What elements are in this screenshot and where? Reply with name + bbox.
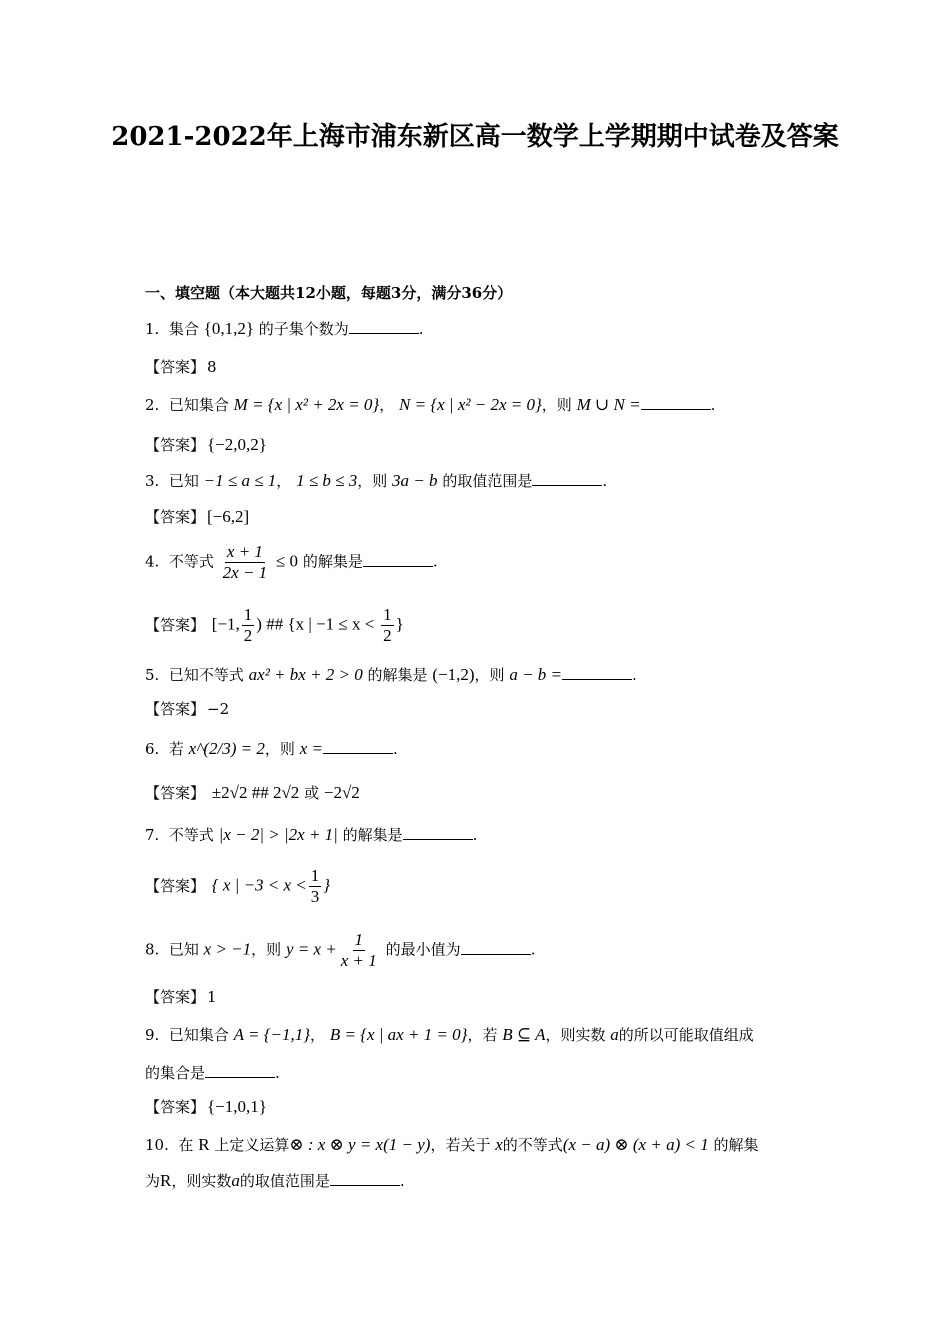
fraction: $\frac{1}{3}$	[310, 866, 320, 906]
page-title: 2021-2022年上海市浦东新区高一数学上学期期中试卷及答案	[111, 122, 839, 152]
fraction: $\frac{1}{x + 1}$	[340, 930, 377, 970]
question-9-line-2: 的集合是 .	[145, 1064, 280, 1082]
question-8: 8. 已知 x > −1，则 y = x + $\frac{1}{x + 1}$ 的最小值为 .	[145, 930, 536, 970]
answer-8: 【答案】 1	[145, 988, 217, 1006]
answer-6: 【答案】 ±2√2 ## 2√2 或 −2√2	[145, 783, 360, 802]
fraction: $\frac{x + 1}{2x - 1}$	[222, 542, 268, 582]
answer-blank	[461, 940, 531, 955]
question-1: 1. 集合 {0,1,2} 的子集个数为 .	[145, 319, 424, 338]
question-10: 10. 在 R 上定义运算⊗ : x ⊗ y = x(1 − y)，若关于 x的不等式(x − a) ⊗ (x + a) < 1 的解集	[145, 1135, 759, 1154]
answer-blank	[641, 395, 711, 410]
question-3: 3. 已知 −1 ≤ a ≤ 1， 1 ≤ b ≤ 3，则 3a − b 的取值范围是 .	[145, 471, 608, 490]
question-5: 5. 已知不等式 ax² + bx + 2 > 0 的解集是 (−1,2)，则 a − b = .	[145, 665, 637, 684]
question-6: 6. 若 x^(2/3) = 2，则 x = .	[145, 739, 398, 758]
answer-4: 【答案】 [−1, $\frac{1}{2}$ ) ## {x | −1 ≤ x < $\frac{1}{2}$ }	[145, 605, 404, 645]
fraction: $\frac{1}{2}$	[383, 605, 392, 645]
answer-blank	[562, 665, 632, 680]
answer-blank	[205, 1063, 275, 1078]
answer-3: 【答案】 [−6,2]	[145, 507, 250, 526]
answer-blank	[532, 471, 602, 486]
answer-5: 【答案】 −2	[145, 700, 230, 718]
question-4: 4. 不等式 $\frac{x + 1}{2x - 1}$ ≤ 0 的解集是 .	[145, 542, 438, 582]
answer-1: 【答案】 8	[145, 358, 217, 376]
answer-9: 【答案】 {−1,0,1}	[145, 1097, 267, 1116]
answer-2: 【答案】 {−2,0,2}	[145, 435, 267, 454]
section-heading: 一、填空题（本大题共12小题，每题3分，满分36分）	[145, 284, 513, 302]
question-9: 9. 已知集合 A = {−1,1}， B = {x | ax + 1 = 0}，若 B ⊆ A，则实数 a的所以可能取值组成	[145, 1025, 754, 1044]
question-7: 7. 不等式 |x − 2| > |2x + 1| 的解集是 .	[145, 825, 478, 844]
fraction: $\frac{1}{2}$	[243, 605, 253, 645]
answer-7: 【答案】 { x | −3 < x < $\frac{1}{3}$ }	[145, 866, 331, 906]
answer-blank	[330, 1171, 400, 1186]
answer-blank	[323, 739, 393, 754]
answer-blank	[363, 552, 433, 567]
answer-blank	[403, 825, 473, 840]
question-2: 2. 已知集合 M = {x | x² + 2x = 0}， N = {x | x² − 2x = 0}，则 M ∪ N = .	[145, 395, 716, 414]
question-10-line-2: 为R，则实数a的取值范围是 .	[145, 1171, 405, 1190]
answer-blank	[349, 319, 419, 334]
